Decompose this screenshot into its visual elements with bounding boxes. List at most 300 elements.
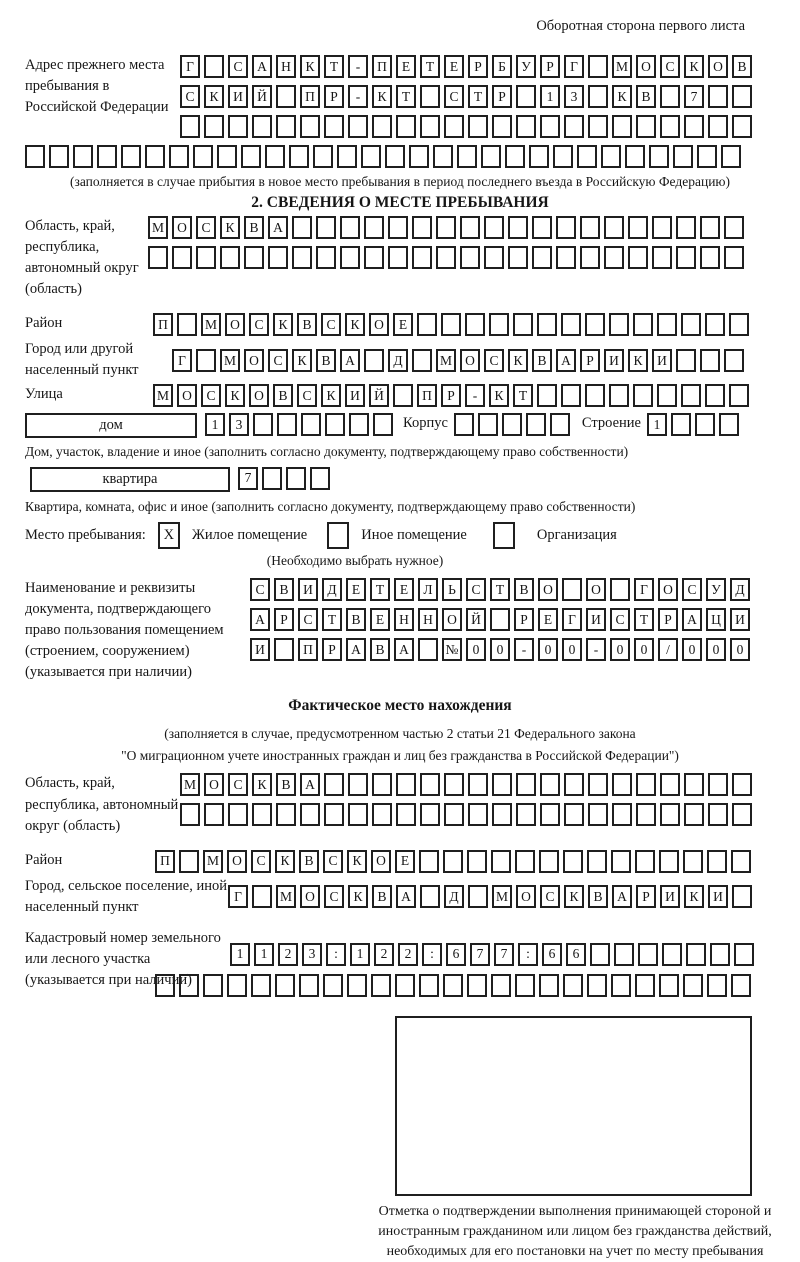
char-box bbox=[660, 803, 680, 826]
char-box bbox=[705, 384, 725, 407]
char-box bbox=[417, 313, 437, 336]
char-box bbox=[636, 803, 656, 826]
char-box bbox=[561, 313, 581, 336]
char-box: 0 bbox=[562, 638, 582, 661]
char-box bbox=[292, 216, 312, 239]
prev-address-row-4 bbox=[25, 145, 775, 168]
char-box bbox=[732, 115, 752, 138]
char-box bbox=[340, 246, 360, 269]
char-box: Е bbox=[370, 608, 390, 631]
char-box: В bbox=[276, 773, 296, 796]
char-box: Л bbox=[418, 578, 438, 601]
char-box: С bbox=[682, 578, 702, 601]
dom-widebox: дом bbox=[25, 413, 197, 438]
char-box bbox=[489, 313, 509, 336]
char-box bbox=[419, 850, 439, 873]
char-box bbox=[454, 413, 474, 436]
residential-checkbox[interactable]: X bbox=[158, 522, 180, 549]
char-box bbox=[412, 216, 432, 239]
gorod-block bbox=[25, 339, 775, 381]
char-box: А bbox=[300, 773, 320, 796]
char-box bbox=[633, 384, 653, 407]
stroenie-label: Строение bbox=[581, 415, 641, 432]
char-box bbox=[277, 413, 297, 436]
fakt-oblast-label: Область, край, республика, автономный округ (область) bbox=[25, 775, 179, 834]
char-box bbox=[684, 115, 704, 138]
char-box bbox=[556, 246, 576, 269]
char-box: В bbox=[588, 885, 608, 908]
char-box bbox=[553, 145, 573, 168]
char-box bbox=[729, 384, 749, 407]
char-box bbox=[681, 384, 701, 407]
char-box: А bbox=[252, 55, 272, 78]
char-box: 1 bbox=[254, 943, 274, 966]
char-box bbox=[673, 145, 693, 168]
char-box: П bbox=[155, 850, 175, 873]
char-box bbox=[349, 413, 369, 436]
prev-address-block bbox=[25, 55, 775, 138]
char-box bbox=[193, 145, 213, 168]
char-box bbox=[587, 974, 607, 997]
char-box: М bbox=[436, 349, 456, 372]
char-box: О bbox=[538, 578, 558, 601]
char-box bbox=[633, 313, 653, 336]
char-box: Е bbox=[395, 850, 415, 873]
fakt-oblast-block bbox=[25, 773, 775, 836]
char-box: Е bbox=[538, 608, 558, 631]
char-box: 0 bbox=[730, 638, 750, 661]
char-box: Г bbox=[228, 885, 248, 908]
char-box bbox=[97, 145, 117, 168]
char-box: А bbox=[250, 608, 270, 631]
char-box bbox=[724, 349, 744, 372]
char-box bbox=[372, 115, 392, 138]
char-box: И bbox=[228, 85, 248, 108]
char-box: 7 bbox=[238, 467, 258, 490]
char-box: 0 bbox=[610, 638, 630, 661]
registration-stamp-box bbox=[395, 1016, 752, 1196]
char-box: И bbox=[652, 349, 672, 372]
char-box: Т bbox=[370, 578, 390, 601]
char-box: В bbox=[732, 55, 752, 78]
char-box bbox=[244, 246, 264, 269]
char-box bbox=[324, 773, 344, 796]
char-box bbox=[635, 974, 655, 997]
char-box bbox=[580, 246, 600, 269]
char-box bbox=[265, 145, 285, 168]
char-box bbox=[662, 943, 682, 966]
char-box bbox=[659, 974, 679, 997]
char-box bbox=[562, 578, 582, 601]
char-box: Т bbox=[490, 578, 510, 601]
char-box bbox=[660, 115, 680, 138]
char-box bbox=[708, 85, 728, 108]
char-box bbox=[526, 413, 546, 436]
char-box: О bbox=[300, 885, 320, 908]
char-box: 7 bbox=[684, 85, 704, 108]
char-box: 0 bbox=[682, 638, 702, 661]
char-box bbox=[289, 145, 309, 168]
char-box: Е bbox=[394, 578, 414, 601]
char-box bbox=[396, 773, 416, 796]
char-box: : bbox=[326, 943, 346, 966]
char-box bbox=[516, 85, 536, 108]
char-box: Н bbox=[394, 608, 414, 631]
char-box: А bbox=[556, 349, 576, 372]
char-box bbox=[587, 850, 607, 873]
char-box bbox=[299, 974, 319, 997]
char-box bbox=[300, 803, 320, 826]
char-box: И bbox=[586, 608, 606, 631]
char-box bbox=[660, 773, 680, 796]
fakt-raion-block bbox=[25, 850, 775, 873]
char-box: П bbox=[372, 55, 392, 78]
char-box: Д bbox=[388, 349, 408, 372]
char-box bbox=[731, 974, 751, 997]
char-box: К bbox=[300, 55, 320, 78]
char-box bbox=[457, 145, 477, 168]
char-box: 0 bbox=[466, 638, 486, 661]
char-box bbox=[196, 349, 216, 372]
char-box: М bbox=[180, 773, 200, 796]
char-box bbox=[385, 145, 405, 168]
char-box bbox=[537, 384, 557, 407]
char-box bbox=[612, 803, 632, 826]
char-box bbox=[220, 246, 240, 269]
char-box: К bbox=[225, 384, 245, 407]
oblast-rows bbox=[148, 216, 744, 269]
char-box: М bbox=[612, 55, 632, 78]
char-box bbox=[460, 216, 480, 239]
char-box: С bbox=[444, 85, 464, 108]
char-box bbox=[700, 216, 720, 239]
char-box bbox=[635, 850, 655, 873]
char-box: С bbox=[228, 773, 248, 796]
char-box: О bbox=[658, 578, 678, 601]
mesto-block bbox=[25, 522, 775, 549]
char-box bbox=[204, 803, 224, 826]
char-box bbox=[638, 943, 658, 966]
char-box: О bbox=[172, 216, 192, 239]
char-box bbox=[732, 885, 752, 908]
char-box: Т bbox=[513, 384, 533, 407]
char-box bbox=[286, 467, 306, 490]
char-box: 1 bbox=[230, 943, 250, 966]
char-box: Т bbox=[634, 608, 654, 631]
doc-row-3 bbox=[250, 638, 750, 661]
char-box: М bbox=[153, 384, 173, 407]
char-box bbox=[708, 803, 728, 826]
char-box bbox=[409, 145, 429, 168]
char-box: Д bbox=[322, 578, 342, 601]
char-box bbox=[180, 803, 200, 826]
char-box bbox=[708, 115, 728, 138]
kadastr-block bbox=[25, 928, 775, 1008]
char-box: К bbox=[564, 885, 584, 908]
char-box bbox=[652, 216, 672, 239]
char-box bbox=[300, 115, 320, 138]
mesto-opt1-label: Жилое помещение bbox=[191, 526, 308, 543]
char-box bbox=[734, 943, 754, 966]
kvartira-block bbox=[25, 467, 775, 492]
char-box bbox=[418, 638, 438, 661]
char-box: / bbox=[658, 638, 678, 661]
other-premises-checkbox[interactable] bbox=[327, 522, 349, 549]
char-box: К bbox=[275, 850, 295, 873]
char-box: Р bbox=[492, 85, 512, 108]
char-box bbox=[253, 413, 273, 436]
char-box bbox=[550, 413, 570, 436]
char-box: О bbox=[371, 850, 391, 873]
char-box: П bbox=[417, 384, 437, 407]
char-box bbox=[324, 115, 344, 138]
char-box: И bbox=[298, 578, 318, 601]
char-box: А bbox=[612, 885, 632, 908]
char-box bbox=[695, 413, 715, 436]
char-box: - bbox=[586, 638, 606, 661]
char-box: 0 bbox=[538, 638, 558, 661]
char-box: 7 bbox=[470, 943, 490, 966]
char-box bbox=[148, 246, 168, 269]
char-box: К bbox=[348, 885, 368, 908]
char-box bbox=[731, 850, 751, 873]
char-box bbox=[540, 803, 560, 826]
char-box bbox=[492, 773, 512, 796]
char-box bbox=[460, 246, 480, 269]
char-box bbox=[121, 145, 141, 168]
char-box bbox=[705, 313, 725, 336]
char-box: П bbox=[153, 313, 173, 336]
char-box: Р bbox=[468, 55, 488, 78]
char-box: - bbox=[348, 85, 368, 108]
prev-address-label: Адрес прежнего места пребывания в Российской Федерации bbox=[25, 57, 169, 116]
char-box: 2 bbox=[398, 943, 418, 966]
char-box: В bbox=[316, 349, 336, 372]
char-box: Е bbox=[444, 55, 464, 78]
char-box bbox=[172, 246, 192, 269]
char-box: - bbox=[465, 384, 485, 407]
oblast-block bbox=[25, 216, 775, 300]
char-box bbox=[180, 115, 200, 138]
fakt-note-1: (заполняется в случае, предусмотренном частью 2 статьи 21 Федерального закона bbox=[164, 726, 636, 742]
char-box: О bbox=[516, 885, 536, 908]
char-box bbox=[478, 413, 498, 436]
char-box: С bbox=[660, 55, 680, 78]
char-box bbox=[724, 216, 744, 239]
char-box: 0 bbox=[490, 638, 510, 661]
char-box bbox=[532, 216, 552, 239]
char-box bbox=[601, 145, 621, 168]
char-box bbox=[228, 115, 248, 138]
char-box bbox=[611, 850, 631, 873]
char-box bbox=[443, 850, 463, 873]
char-box: Р bbox=[322, 638, 342, 661]
char-box bbox=[169, 145, 189, 168]
char-box bbox=[372, 803, 392, 826]
char-box: 6 bbox=[542, 943, 562, 966]
char-box bbox=[155, 974, 175, 997]
char-box: 6 bbox=[566, 943, 586, 966]
char-box: Е bbox=[396, 55, 416, 78]
char-box: Р bbox=[636, 885, 656, 908]
char-box: К bbox=[684, 55, 704, 78]
char-box: В bbox=[244, 216, 264, 239]
char-box: С bbox=[250, 578, 270, 601]
kvartira-note: Квартира, комната, офис и иное (заполнить согласно документу, подтверждающему право собственности) bbox=[25, 498, 636, 514]
char-box bbox=[577, 145, 597, 168]
char-box bbox=[420, 85, 440, 108]
char-box: К bbox=[508, 349, 528, 372]
char-box: 0 bbox=[706, 638, 726, 661]
char-box: В bbox=[346, 608, 366, 631]
char-box bbox=[588, 115, 608, 138]
char-box bbox=[444, 773, 464, 796]
char-box bbox=[373, 413, 393, 436]
char-box bbox=[529, 145, 549, 168]
char-box: И bbox=[604, 349, 624, 372]
char-box bbox=[145, 145, 165, 168]
char-box bbox=[676, 349, 696, 372]
char-box bbox=[310, 467, 330, 490]
char-box: Ь bbox=[442, 578, 462, 601]
char-box: С bbox=[466, 578, 486, 601]
mesto-opt2-label: Иное помещение bbox=[361, 526, 467, 543]
char-box: Р bbox=[580, 349, 600, 372]
char-box bbox=[444, 115, 464, 138]
char-box bbox=[604, 246, 624, 269]
dom-block bbox=[25, 413, 775, 438]
char-box bbox=[388, 216, 408, 239]
char-box bbox=[241, 145, 261, 168]
char-box bbox=[444, 803, 464, 826]
stroenie-boxes bbox=[647, 413, 739, 436]
char-box: С bbox=[321, 313, 341, 336]
char-box: 6 bbox=[446, 943, 466, 966]
section2-title: 2. СВЕДЕНИЯ О МЕСТЕ ПРЕБЫВАНИЯ bbox=[251, 194, 549, 212]
char-box bbox=[610, 578, 630, 601]
char-box bbox=[708, 773, 728, 796]
char-box bbox=[179, 974, 199, 997]
char-box bbox=[420, 115, 440, 138]
char-box bbox=[324, 803, 344, 826]
char-box bbox=[686, 943, 706, 966]
char-box: Т bbox=[396, 85, 416, 108]
char-box bbox=[676, 216, 696, 239]
char-box: - bbox=[348, 55, 368, 78]
char-box bbox=[564, 773, 584, 796]
dom-boxes bbox=[205, 413, 393, 436]
char-box: А bbox=[340, 349, 360, 372]
kadastr-row-1 bbox=[230, 943, 754, 966]
char-box: Р bbox=[514, 608, 534, 631]
char-box bbox=[508, 246, 528, 269]
dom-note: Дом, участок, владение и иное (заполнить согласно документу, подтверждающему право собственности) bbox=[25, 444, 629, 460]
char-box: О bbox=[204, 773, 224, 796]
char-box: И bbox=[250, 638, 270, 661]
char-box bbox=[276, 85, 296, 108]
prev-address-note: (заполняется в случае прибытия в новое место пребывания в период последнего въезда в Российскую Федерацию) bbox=[69, 174, 731, 189]
char-box bbox=[468, 803, 488, 826]
char-box: 3 bbox=[564, 85, 584, 108]
char-box: М bbox=[203, 850, 223, 873]
char-box bbox=[364, 246, 384, 269]
char-box bbox=[396, 803, 416, 826]
char-box bbox=[657, 313, 677, 336]
char-box: М bbox=[201, 313, 221, 336]
char-box: 2 bbox=[278, 943, 298, 966]
char-box: Ц bbox=[706, 608, 726, 631]
char-box bbox=[659, 850, 679, 873]
char-box bbox=[49, 145, 69, 168]
char-box bbox=[719, 413, 739, 436]
char-box: П bbox=[300, 85, 320, 108]
char-box: О bbox=[177, 384, 197, 407]
kadastr-row-2 bbox=[155, 974, 751, 997]
char-box bbox=[612, 773, 632, 796]
kadastr-label: Кадастровый номер земельного или лесного участка (указывается при наличии) bbox=[25, 929, 221, 988]
char-box: И bbox=[660, 885, 680, 908]
char-box: Т bbox=[468, 85, 488, 108]
char-box bbox=[420, 803, 440, 826]
char-box bbox=[683, 974, 703, 997]
char-box: И bbox=[345, 384, 365, 407]
char-box bbox=[588, 803, 608, 826]
char-box bbox=[177, 313, 197, 336]
char-box bbox=[179, 850, 199, 873]
char-box bbox=[516, 773, 536, 796]
char-box: Г bbox=[564, 55, 584, 78]
char-box bbox=[588, 773, 608, 796]
char-box bbox=[73, 145, 93, 168]
char-box: О bbox=[225, 313, 245, 336]
char-box: И bbox=[730, 608, 750, 631]
char-box: Р bbox=[324, 85, 344, 108]
char-box bbox=[227, 974, 247, 997]
char-box bbox=[505, 145, 525, 168]
ulitsa-label: Улица bbox=[25, 386, 63, 403]
char-box bbox=[564, 115, 584, 138]
char-box: 1 bbox=[350, 943, 370, 966]
char-box bbox=[561, 384, 581, 407]
char-box: Т bbox=[324, 55, 344, 78]
char-box: Д bbox=[444, 885, 464, 908]
char-box bbox=[436, 246, 456, 269]
char-box: О bbox=[708, 55, 728, 78]
raion-block bbox=[25, 313, 775, 336]
mesto-label: Место пребывания: bbox=[25, 526, 146, 543]
doc-block bbox=[25, 578, 775, 683]
char-box bbox=[516, 803, 536, 826]
char-box: Й bbox=[369, 384, 389, 407]
organization-checkbox[interactable] bbox=[493, 522, 515, 549]
char-box: В bbox=[514, 578, 534, 601]
mesto-note: (Необходимо выбрать нужное) bbox=[266, 552, 444, 568]
char-box bbox=[611, 974, 631, 997]
char-box: К bbox=[252, 773, 272, 796]
char-box bbox=[347, 974, 367, 997]
char-box: Т bbox=[322, 608, 342, 631]
char-box bbox=[585, 313, 605, 336]
mesto-opt3-label: Организация bbox=[536, 526, 617, 543]
prev-address-row-3 bbox=[180, 115, 752, 138]
fakt-note-2: "О миграционном учете иностранных граждан и лиц без гражданства в Российской Федерации") bbox=[121, 748, 679, 764]
char-box: У bbox=[516, 55, 536, 78]
char-box: Г bbox=[634, 578, 654, 601]
char-box: О bbox=[244, 349, 264, 372]
char-box: П bbox=[298, 638, 318, 661]
char-box bbox=[484, 246, 504, 269]
char-box: В bbox=[532, 349, 552, 372]
